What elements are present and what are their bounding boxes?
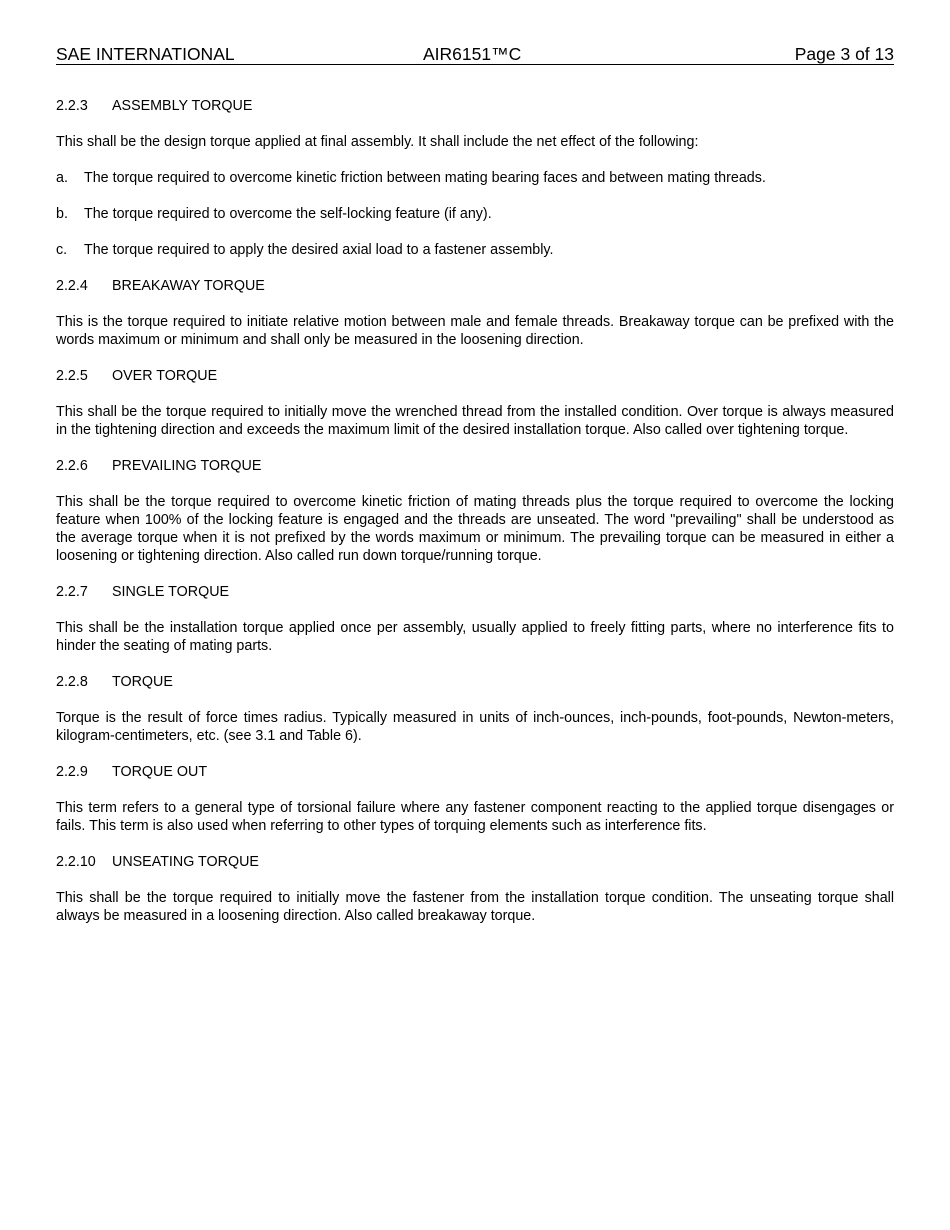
- section-title: OVER TORQUE: [112, 368, 218, 384]
- section-paragraph: This shall be the design torque applied at final assembly. It shall include the net effect of the following:: [56, 134, 699, 150]
- section-number: 2.2.10: [56, 854, 96, 870]
- section-title: PREVAILING TORQUE: [112, 458, 262, 474]
- section-heading: [56, 583, 894, 601]
- section-heading: [56, 367, 894, 385]
- list-item-marker: c.: [56, 242, 68, 258]
- section-number: 2.2.3: [56, 98, 88, 114]
- document-body: [56, 97, 894, 943]
- list-item-text: The torque required to apply the desired axial load to a fastener assembly.: [84, 242, 554, 258]
- section-title: TORQUE: [112, 674, 173, 690]
- list-item-text: The torque required to overcome the self-locking feature (if any).: [84, 206, 492, 222]
- header-document-id: AIR6151™C: [423, 44, 522, 64]
- section-paragraph: This is the torque required to initiate relative motion between male and female threads. Breakaway torque can be prefixed with the words maximum or minimum and shall only be measured in the loosening direction.: [56, 314, 894, 348]
- section-heading: [56, 277, 894, 295]
- section-paragraph: This shall be the torque required to overcome kinetic friction of mating threads plus the torque required to overcome the locking feature when 100% of the locking feature is engaged and the threads are unseated. The word "prevailing" shall be understood as the average torque when it is not prefixed by the words maximum or minimum. The prevailing torque can be measured in either a loosening or tightening direction. Also called run down torque/running torque.: [56, 494, 894, 564]
- section-paragraph: This shall be the torque required to initially move the fastener from the installation torque condition. The unseating torque shall always be measured in a loosening direction. Also called breakaway torque.: [56, 890, 894, 924]
- section-title: ASSEMBLY TORQUE: [112, 98, 253, 114]
- section-heading: [56, 457, 894, 475]
- section-number: 2.2.4: [56, 278, 88, 294]
- list-item: [56, 205, 894, 223]
- section-heading: [56, 853, 894, 871]
- section-heading: [56, 763, 894, 781]
- list-item-text: The torque required to overcome kinetic friction between mating bearing faces and between mating threads.: [84, 170, 766, 186]
- header-page-number: Page 3 of 13: [794, 44, 894, 64]
- section-number: 2.2.8: [56, 674, 88, 690]
- list-item: [56, 241, 894, 259]
- header-organization: SAE INTERNATIONAL: [56, 44, 235, 64]
- list-item-marker: a.: [56, 170, 68, 186]
- section-number: 2.2.5: [56, 368, 88, 384]
- section-number: 2.2.7: [56, 584, 88, 600]
- section-paragraph: This shall be the installation torque applied once per assembly, usually applied to freely fitting parts, where no interference fits to hinder the seating of mating parts.: [56, 620, 894, 654]
- section-paragraph: This term refers to a general type of torsional failure where any fastener component reacting to the applied torque disengages or fails. This term is also used when referring to other types of torquing elements such as interference fits.: [56, 800, 894, 834]
- section-title: UNSEATING TORQUE: [112, 854, 259, 870]
- section-number: 2.2.6: [56, 458, 88, 474]
- section-title: SINGLE TORQUE: [112, 584, 230, 600]
- page-header: [56, 44, 894, 65]
- list-item-marker: b.: [56, 206, 68, 222]
- section-title: BREAKAWAY TORQUE: [112, 278, 265, 294]
- section-title: TORQUE OUT: [112, 764, 208, 780]
- section-heading: [56, 97, 894, 115]
- section-paragraph: Torque is the result of force times radius. Typically measured in units of inch-ounces, inch-pounds, foot-pounds, Newton-meters, kilogram-centimeters, etc. (see 3.1 and Table 6).: [56, 710, 894, 744]
- section-paragraph: This shall be the torque required to initially move the wrenched thread from the installed condition. Over torque is always measured in the tightening direction and exceeds the maximum limit of the desired installation torque. Also called over tightening torque.: [56, 404, 894, 438]
- list-item: [56, 169, 894, 187]
- section-heading: [56, 673, 894, 691]
- section-number: 2.2.9: [56, 764, 88, 780]
